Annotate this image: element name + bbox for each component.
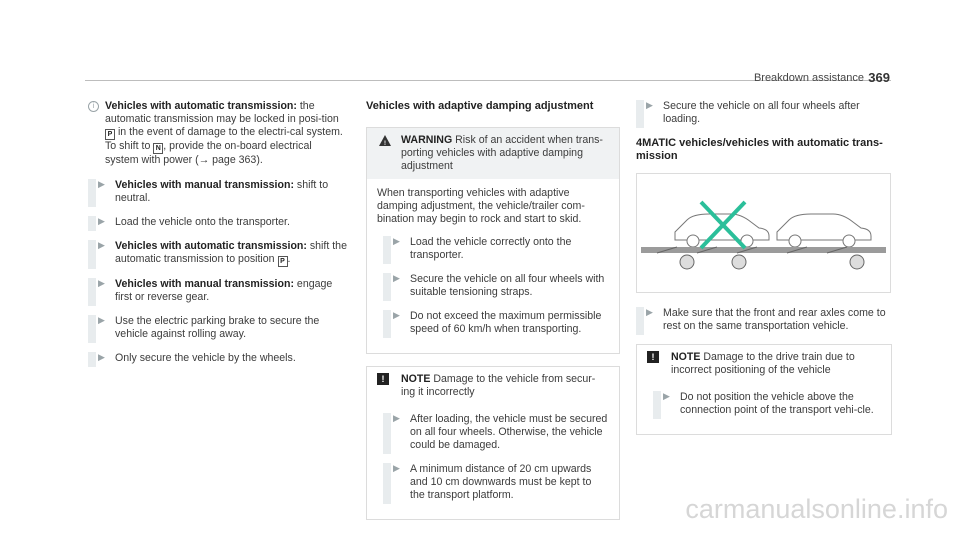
column-middle: [366, 100, 620, 520]
arrow-icon: ▶: [646, 101, 653, 111]
note-body: [637, 383, 891, 434]
key-n-icon: N: [153, 143, 163, 154]
note-box: [366, 366, 620, 520]
page-number: 369: [868, 70, 890, 85]
transporter-diagram: [637, 174, 890, 292]
step-item: ▶ Make sure that the front and rear axles come to rest on the same transportation vehicle.: [636, 307, 892, 333]
note-box: [636, 344, 892, 435]
column-left: [88, 100, 348, 376]
column-right: [636, 100, 892, 435]
section-title: Breakdown assistance: [753, 72, 864, 84]
step-item: ▶ Vehicles with automatic transmission: shift the automatic transmission to position P .: [88, 240, 348, 267]
step-item: ▶ Do not position the vehicle above the connection point of the transport vehi-cle.: [653, 391, 881, 417]
section-heading: 4MATIC vehicles/vehicles with automatic trans-mission: [636, 137, 883, 162]
warning-body: When transporting vehicles with adaptive damping adjustment, the vehicle/trailer com-bination may begin to rock and start to skid. ▶ Load the vehicle correctly onto the transporter. ▶ Secure the vehicle on all four wheels with suitable tensioning straps. ▶ Do not exceed the maximum permissible speed of 60 km/h when transporting.: [367, 179, 619, 353]
step-item: ▶ Use the electric parking brake to secure the vehicle against rolling away.: [88, 315, 348, 341]
note-header: ! NOTE Damage to the vehicle from secur-ing it incorrectly: [367, 367, 619, 405]
note-icon: !: [647, 351, 659, 363]
step-item: ▶ Load the vehicle correctly onto the transporter.: [383, 236, 609, 262]
transporter-illustration: [636, 173, 891, 293]
step-item: ▶ Do not exceed the maximum permissible speed of 60 km/h when transporting.: [383, 310, 609, 336]
arrow-icon: ▶: [98, 353, 105, 363]
info-icon: i: [88, 101, 99, 112]
arrow-icon: ▶: [393, 464, 400, 474]
section-heading: Vehicles with adaptive damping adjustment: [366, 100, 594, 112]
arrow-icon: ▶: [646, 308, 653, 318]
step-item: ▶ Vehicles with manual transmission: shift to neutral.: [88, 179, 348, 205]
step-item: ▶ Secure the vehicle on all four wheels with suitable tensioning straps.: [383, 273, 609, 299]
key-p-icon: P: [278, 256, 288, 267]
step-item: ▶ Only secure the vehicle by the wheels.: [88, 352, 348, 365]
arrow-icon: ▶: [663, 392, 670, 402]
note-header: ! NOTE Damage to the drive train due to incorrect positioning of the vehicle: [637, 345, 891, 383]
arrow-icon: ▶: [98, 217, 105, 227]
arrow-icon: ▶: [393, 311, 400, 321]
warning-header: ! WARNING Risk of an accident when trans-porting vehicles with adaptive damping adjustment: [367, 128, 619, 179]
warning-icon: !: [379, 135, 391, 146]
step-item: ▶ A minimum distance of 20 cm upwards and 10 cm downwards must be kept to the transport platform.: [383, 463, 609, 502]
note-icon: !: [377, 373, 389, 385]
arrow-icon: ▶: [98, 180, 105, 190]
step-item: ▶ Vehicles with manual transmission: engage first or reverse gear.: [88, 278, 348, 304]
arrow-icon: ▶: [393, 414, 400, 424]
arrow-icon: ▶: [393, 274, 400, 284]
info-paragraph: i Vehicles with automatic transmission: the automatic transmission may be locked in posi-tion P in the event of damage to the electri-cal system. To shift to N , provide the on-board electrical system with power (→ page 363).: [88, 100, 348, 167]
note-body: [367, 405, 619, 519]
step-item: ▶ Load the vehicle onto the transporter.: [88, 216, 348, 229]
key-p-icon: P: [105, 129, 115, 140]
watermark: carmanualsonline.info: [685, 494, 948, 524]
arrow-icon: ▶: [98, 241, 105, 251]
arrow-icon: ▶: [98, 316, 105, 326]
warning-box: [366, 127, 620, 354]
step-item: ▶ After loading, the vehicle must be secured on all four wheels. Otherwise, the vehicle could be damaged.: [383, 413, 609, 452]
arrow-icon: ▶: [98, 279, 105, 289]
step-item: ▶ Secure the vehicle on all four wheels after loading.: [636, 100, 892, 126]
arrow-icon: ▶: [393, 237, 400, 247]
